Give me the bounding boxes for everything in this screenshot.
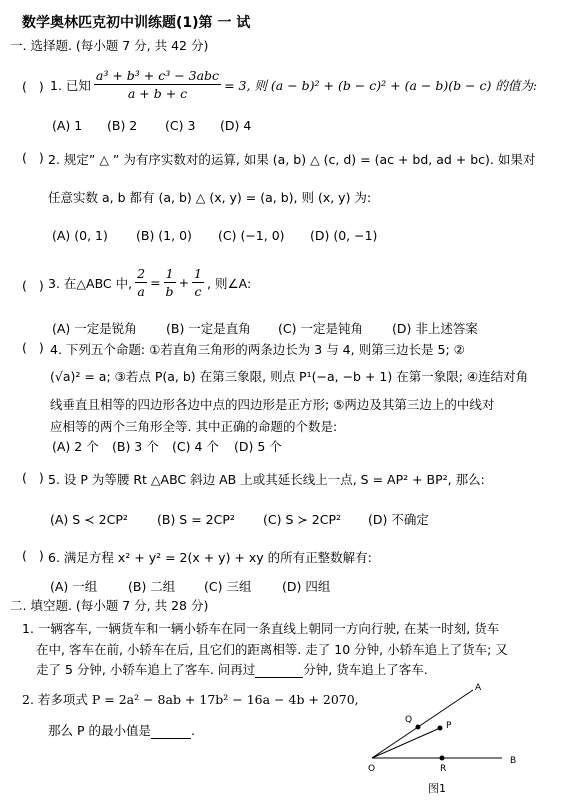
q6-paren: ( ) [22, 548, 44, 563]
q3-options [52, 319, 478, 337]
q5-option-b: (B) S = 2CP² [157, 512, 235, 527]
q1-option-d: (D) 4 [220, 118, 252, 133]
section-1-heading: 一. 选择题. (每小题 7 分, 共 42 分) [10, 38, 209, 53]
q2-option-b: (B) (1, 0) [136, 228, 192, 243]
figure-1 [360, 680, 530, 795]
q6-option-b: (B) 二组 [128, 579, 176, 594]
q5-line: 5. 设 P 为等腰 Rt △ABC 斜边 AB 上或其延长线上一点, S = AP² + BP², 那么: [48, 472, 485, 487]
q2-line-1: 2. 规定” △ ” 为有序实数对的运算, 如果 (a, b) △ (c, d) = (ac + bd, ad + bc). 如果对 [48, 152, 536, 167]
q2-options [52, 228, 377, 243]
q3-equals: = [150, 275, 161, 290]
ray-op [372, 728, 440, 758]
q1-fraction [94, 68, 221, 101]
q1-option-c: (C) 3 [165, 118, 196, 133]
q3-plus: + [178, 275, 190, 290]
q4-option-d: (D) 5 个 [234, 439, 282, 454]
q3-fraction-3: $\frac{1}{c}$ [194, 266, 202, 299]
q3-option-a: (A) 一定是锐角 [52, 321, 137, 336]
q1-paren: ( ) [22, 79, 44, 94]
label-p: P [446, 721, 452, 731]
q2-option-d: (D) (0, −1) [310, 228, 378, 243]
q1-option-a: (A) 1 [52, 118, 83, 133]
fill1-answer-blank[interactable] [255, 663, 303, 678]
q4-line-1: 4. 下列五个命题: ①若直角三角形的两条边长为 3 与 4, 则第三边长是 5; ② [50, 342, 465, 357]
q4-option-b: (B) 3 个 [112, 439, 159, 454]
q3-paren: ( ) [22, 278, 44, 293]
q4-line-3: 线垂直且相等的四边形各边中点的四边形是正方形; ⑤两边及其第三边上的中线对 [50, 397, 495, 412]
q5-option-c: (C) S ≻ 2CP² [263, 512, 342, 527]
q2-line-2: 任意实数 a, b 都有 (a, b) △ (x, y) = (a, b), 则 (x, y) 为: [48, 190, 372, 205]
q2-option-c: (C) (−1, 0) [218, 228, 285, 243]
q2-option-a: (A) (0, 1) [52, 228, 108, 243]
q6-option-c: (C) 三组 [204, 579, 252, 594]
q4-option-c: (C) 4 个 [172, 439, 219, 454]
q5-paren: ( ) [22, 470, 44, 485]
figure-caption: 图1 [428, 782, 446, 795]
q3-suffix: , 则∠A: [207, 275, 252, 291]
q1-prefix: 1. 已知 [50, 77, 91, 93]
fill2-answer-blank[interactable] [151, 724, 191, 739]
q1-suffix: = 3, 则 (a − b)² + (b − c)² + (a − b)(b − c) 的值为: [224, 77, 538, 93]
q3-fraction-1: $\frac{2}{a}$ [137, 266, 146, 299]
point-p [438, 726, 443, 731]
q6-option-d: (D) 四组 [282, 579, 331, 594]
q1-option-b: (B) 2 [107, 118, 138, 133]
q1-denominator: a + b + c [127, 86, 188, 101]
q1-options [52, 118, 251, 133]
q3-option-b: (B) 一定是直角 [166, 321, 251, 336]
fill2-line-2 [48, 721, 195, 739]
fill1-line-3b: 分钟, 货车追上了客车. [303, 662, 428, 677]
q6-option-a: (A) 一组 [50, 579, 98, 594]
q5-option-d: (D) 不确定 [368, 512, 429, 527]
fill1-line-1: 1. 一辆客车, 一辆货车和一辆小轿车在同一条直线上朝同一方向行驶, 在某一时刻, 货车 [22, 621, 500, 636]
q1-numerator: a³ + b³ + c³ − 3abc [95, 68, 220, 83]
fill2-line-1: 2. 若多项式 P = 2a² − 8ab + 17b² − 16a − 4b + 2070, [22, 692, 359, 707]
label-o: O [368, 764, 376, 774]
q4-line-2: (√a)² = a; ③若点 P(a, b) 在第三象限, 则点 P¹(−a, −b + 1) 在第一象限; ④连结对角 [50, 369, 529, 384]
q5-option-a: (A) S ≺ 2CP² [50, 512, 128, 527]
label-q: Q [405, 715, 413, 725]
point-q [416, 725, 421, 730]
q3-option-c: (C) 一定是钝角 [278, 321, 363, 336]
q4-paren: ( ) [22, 340, 44, 355]
q4-options [52, 437, 282, 455]
ray-oa [372, 690, 473, 758]
q3-option-d: (D) 非上述答案 [392, 321, 478, 336]
q5-options [50, 510, 429, 528]
label-r: R [440, 764, 447, 774]
q3-prefix: 3. 在△ABC 中, [48, 275, 133, 291]
fill2-line-2-text: 那么 P 的最小值是 [48, 723, 151, 738]
q4-line-4: 应相等的两个三角形全等. 其中正确的命题的个数是: [50, 419, 338, 434]
fill1-line-3 [36, 660, 428, 678]
page-title: 数学奥林匹克初中训练题(1)第 一 试 [22, 15, 251, 31]
q6-line: 6. 满足方程 x² + y² = 2(x + y) + xy 的所有正整数解有: [48, 550, 372, 565]
label-b: B [510, 756, 517, 766]
q3-fraction-2: $\frac{1}{b}$ [165, 266, 174, 299]
fill1-line-2: 在中, 客车在前, 小轿车在后, 且它们的距离相等. 走了 10 分钟, 小轿车追上了货车; 又 [36, 642, 508, 657]
question-3 [48, 266, 251, 299]
q2-paren: ( ) [22, 150, 44, 165]
point-r [440, 756, 445, 761]
q4-option-a: (A) 2 个 [52, 439, 99, 454]
q6-options [50, 577, 330, 595]
fill1-line-3a: 走了 5 分钟, 小轿车追上了客车. 问再过 [36, 662, 256, 677]
label-a: A [475, 683, 482, 693]
question-1 [50, 68, 537, 101]
fill2-period: . [191, 723, 195, 738]
section-2-heading: 二. 填空题. (每小题 7 分, 共 28 分) [10, 598, 209, 613]
